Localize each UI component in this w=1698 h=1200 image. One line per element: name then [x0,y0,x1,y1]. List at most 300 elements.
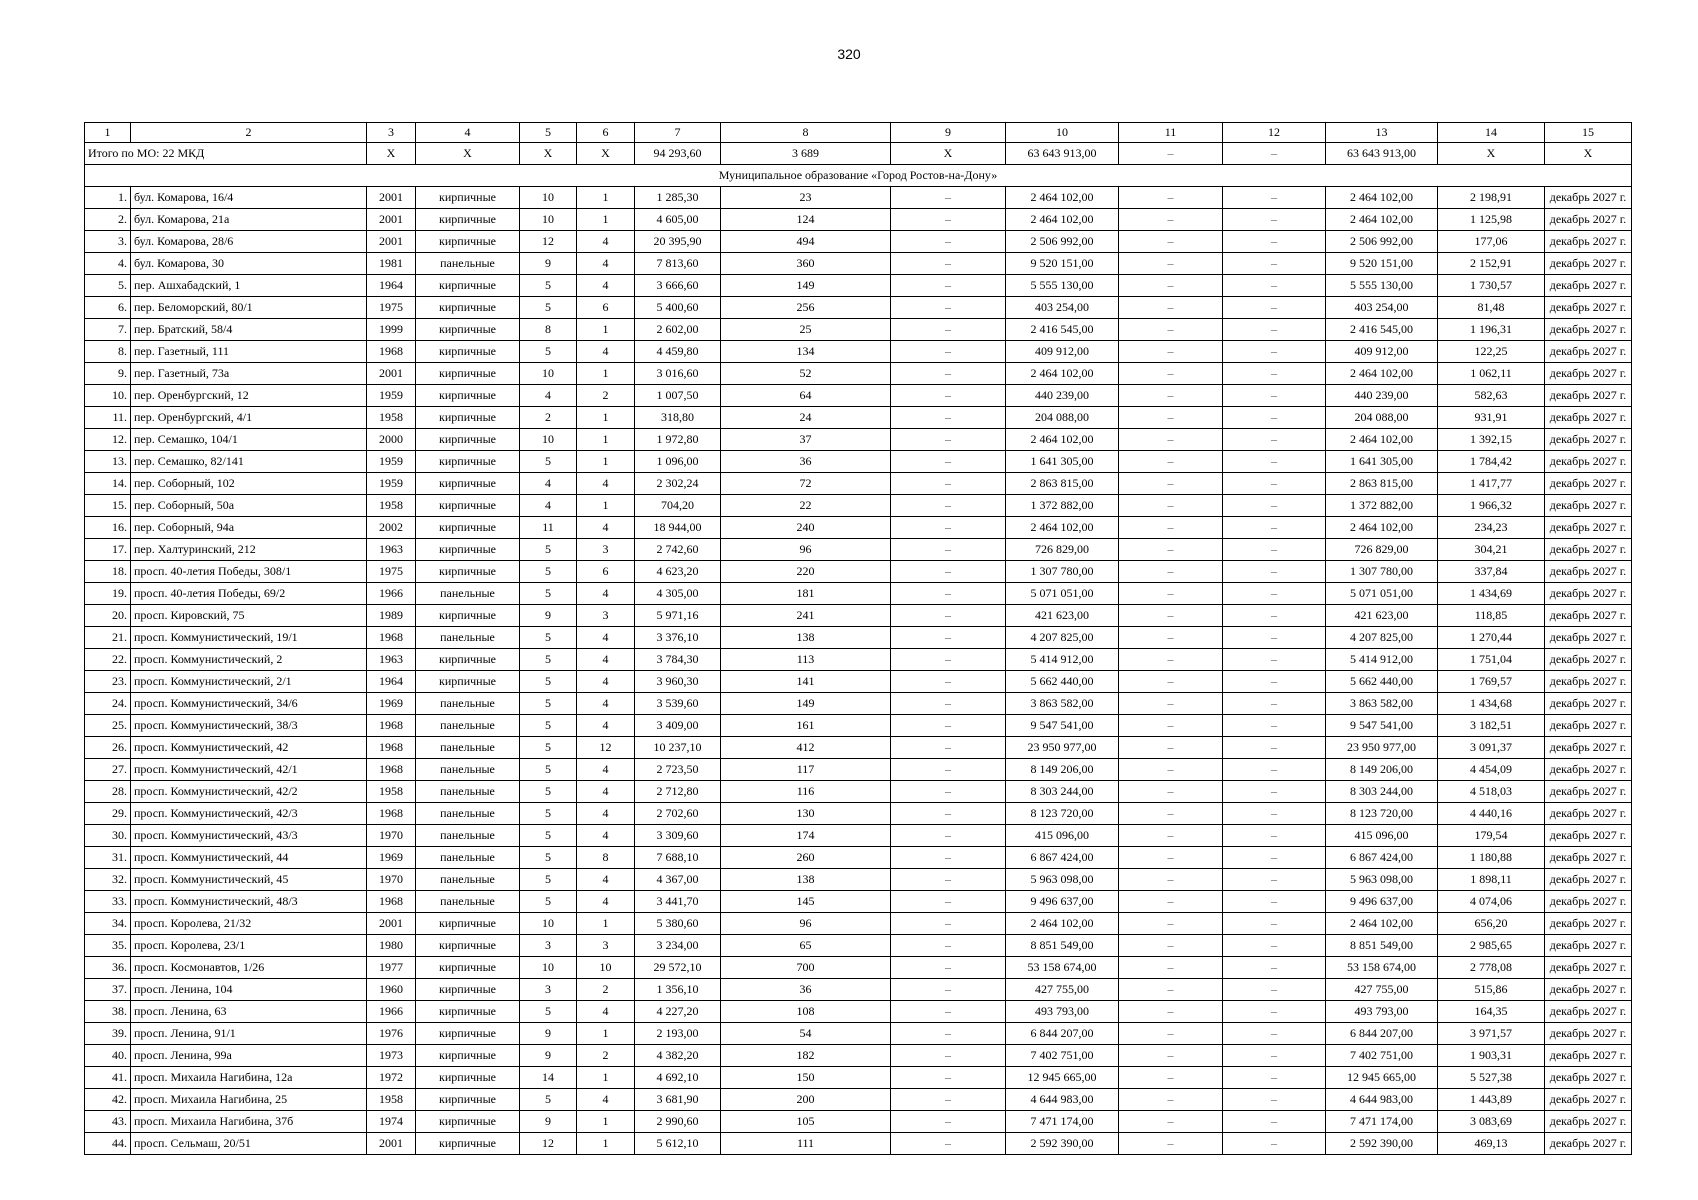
row-number-cell: 35. [85,935,131,957]
row-number-cell: 40. [85,1045,131,1067]
specific-cost-cell: 2 198,91 [1438,187,1545,209]
wall-material-cell: панельные [416,825,520,847]
wall-material-cell: кирпичные [416,935,520,957]
cost-sum-cell: 6 867 424,00 [1326,847,1438,869]
build-year-cell: 1968 [367,891,416,913]
cost-sum-cell: 5 071 051,00 [1326,583,1438,605]
build-year-cell: 1969 [367,693,416,715]
specific-cost-cell: 304,21 [1438,539,1545,561]
col-12-cell: – [1223,1089,1326,1111]
table-row [85,583,1632,605]
build-year-cell: 2001 [367,913,416,935]
col-12-cell: – [1223,869,1326,891]
floors-cell: 5 [520,341,577,363]
col-9-cell: – [891,539,1006,561]
total-cell: Х [577,143,635,165]
wall-material-cell: кирпичные [416,1001,520,1023]
specific-cost-cell: 931,91 [1438,407,1545,429]
build-year-cell: 1966 [367,583,416,605]
total-cost-cell: 5 555 130,00 [1006,275,1119,297]
residents-cell: 149 [721,275,891,297]
area-cell: 4 692,10 [635,1067,721,1089]
residents-cell: 64 [721,385,891,407]
address-cell: просп. Коммунистический, 38/3 [131,715,367,737]
address-cell: пер. Соборный, 102 [131,473,367,495]
row-number-cell: 24. [85,693,131,715]
wall-material-cell: кирпичные [416,1067,520,1089]
total-cost-cell: 726 829,00 [1006,539,1119,561]
address-cell: пер. Оренбургский, 12 [131,385,367,407]
wall-material-cell: панельные [416,627,520,649]
row-number-cell: 37. [85,979,131,1001]
address-cell: просп. Коммунистический, 43/3 [131,825,367,847]
entrances-cell: 8 [577,847,635,869]
residents-cell: 22 [721,495,891,517]
specific-cost-cell: 582,63 [1438,385,1545,407]
col-11-cell: – [1119,231,1223,253]
col-12-cell: – [1223,1023,1326,1045]
cost-sum-cell: 7 402 751,00 [1326,1045,1438,1067]
address-cell: просп. Кировский, 75 [131,605,367,627]
address-cell: просп. Коммунистический, 42/1 [131,759,367,781]
col-11-cell: – [1119,1001,1223,1023]
area-cell: 3 441,70 [635,891,721,913]
cost-sum-cell: 4 644 983,00 [1326,1089,1438,1111]
area-cell: 318,80 [635,407,721,429]
residents-cell: 174 [721,825,891,847]
address-cell: просп. Коммунистический, 2/1 [131,671,367,693]
entrances-cell: 4 [577,473,635,495]
total-cost-cell: 5 414 912,00 [1006,649,1119,671]
col-9-cell: – [891,671,1006,693]
deadline-cell: декабрь 2027 г. [1545,429,1632,451]
cost-sum-cell: 1 307 780,00 [1326,561,1438,583]
build-year-cell: 1968 [367,759,416,781]
address-cell: бул. Комарова, 21а [131,209,367,231]
floors-cell: 5 [520,275,577,297]
build-year-cell: 1968 [367,737,416,759]
cost-sum-cell: 440 239,00 [1326,385,1438,407]
total-cost-cell: 4 207 825,00 [1006,627,1119,649]
row-number-cell: 36. [85,957,131,979]
area-cell: 3 409,00 [635,715,721,737]
total-cost-cell: 2 506 992,00 [1006,231,1119,253]
col-12-cell: – [1223,671,1326,693]
residents-cell: 150 [721,1067,891,1089]
table-row [85,1133,1632,1155]
col-9-cell: – [891,297,1006,319]
table-row [85,517,1632,539]
total-cost-cell: 2 464 102,00 [1006,913,1119,935]
residents-cell: 412 [721,737,891,759]
row-number-cell: 16. [85,517,131,539]
wall-material-cell: кирпичные [416,407,520,429]
col-9-cell: – [891,605,1006,627]
address-cell: просп. Михаила Нагибина, 37б [131,1111,367,1133]
cost-sum-cell: 4 207 825,00 [1326,627,1438,649]
address-cell: пер. Семашко, 82/141 [131,451,367,473]
area-cell: 7 688,10 [635,847,721,869]
col-9-cell: – [891,385,1006,407]
col-11-cell: – [1119,253,1223,275]
total-cost-cell: 6 844 207,00 [1006,1023,1119,1045]
specific-cost-cell: 4 518,03 [1438,781,1545,803]
build-year-cell: 1958 [367,781,416,803]
col-9-cell: – [891,495,1006,517]
build-year-cell: 1972 [367,1067,416,1089]
deadline-cell: декабрь 2027 г. [1545,715,1632,737]
specific-cost-cell: 1 062,11 [1438,363,1545,385]
wall-material-cell: кирпичные [416,495,520,517]
row-number-cell: 26. [85,737,131,759]
residents-cell: 116 [721,781,891,803]
col-9-cell: – [891,627,1006,649]
floors-cell: 5 [520,561,577,583]
residents-cell: 37 [721,429,891,451]
total-cost-cell: 1 307 780,00 [1006,561,1119,583]
col-9-cell: – [891,935,1006,957]
deadline-cell: декабрь 2027 г. [1545,1023,1632,1045]
area-cell: 704,20 [635,495,721,517]
specific-cost-cell: 234,23 [1438,517,1545,539]
entrances-cell: 4 [577,891,635,913]
entrances-cell: 4 [577,1089,635,1111]
wall-material-cell: панельные [416,715,520,737]
build-year-cell: 1959 [367,451,416,473]
cost-sum-cell: 6 844 207,00 [1326,1023,1438,1045]
col-12-cell: – [1223,759,1326,781]
residents-cell: 181 [721,583,891,605]
col-9-cell: – [891,275,1006,297]
cost-sum-cell: 5 414 912,00 [1326,649,1438,671]
specific-cost-cell: 1 392,15 [1438,429,1545,451]
build-year-cell: 1966 [367,1001,416,1023]
total-cost-sum: 63 643 913,00 [1326,143,1438,165]
specific-cost-cell: 1 966,32 [1438,495,1545,517]
col-9-cell: – [891,825,1006,847]
table-row [85,275,1632,297]
address-cell: просп. Ленина, 99а [131,1045,367,1067]
column-number: 9 [891,123,1006,143]
deadline-cell: декабрь 2027 г. [1545,495,1632,517]
col-9-cell: – [891,781,1006,803]
col-11-cell: – [1119,891,1223,913]
deadline-cell: декабрь 2027 г. [1545,561,1632,583]
floors-cell: 10 [520,429,577,451]
col-12-cell: – [1223,1045,1326,1067]
col-12-cell: – [1223,473,1326,495]
table-row [85,253,1632,275]
total-cost-cell: 7 402 751,00 [1006,1045,1119,1067]
col-11-cell: – [1119,319,1223,341]
entrances-cell: 4 [577,275,635,297]
col-11-cell: – [1119,715,1223,737]
floors-cell: 5 [520,869,577,891]
address-cell: просп. Михаила Нагибина, 25 [131,1089,367,1111]
deadline-cell: декабрь 2027 г. [1545,209,1632,231]
col-11-cell: – [1119,1045,1223,1067]
row-number-cell: 20. [85,605,131,627]
deadline-cell: декабрь 2027 г. [1545,1067,1632,1089]
cost-sum-cell: 2 464 102,00 [1326,363,1438,385]
deadline-cell: декабрь 2027 г. [1545,913,1632,935]
build-year-cell: 1958 [367,495,416,517]
entrances-cell: 1 [577,1133,635,1155]
floors-cell: 12 [520,1133,577,1155]
row-number-cell: 42. [85,1089,131,1111]
residents-cell: 105 [721,1111,891,1133]
area-cell: 2 602,00 [635,319,721,341]
address-cell: просп. Михаила Нагибина, 12а [131,1067,367,1089]
build-year-cell: 1964 [367,275,416,297]
area-cell: 5 971,16 [635,605,721,627]
col-11-cell: – [1119,693,1223,715]
column-number: 3 [367,123,416,143]
residents-cell: 113 [721,649,891,671]
col-9-cell: – [891,847,1006,869]
specific-cost-cell: 177,06 [1438,231,1545,253]
entrances-cell: 1 [577,209,635,231]
address-cell: просп. 40-летия Победы, 308/1 [131,561,367,583]
residents-cell: 54 [721,1023,891,1045]
col-9-cell: – [891,649,1006,671]
col-9-cell: – [891,473,1006,495]
col-9-cell: – [891,187,1006,209]
build-year-cell: 1989 [367,605,416,627]
residents-cell: 700 [721,957,891,979]
cost-sum-cell: 2 592 390,00 [1326,1133,1438,1155]
entrances-cell: 4 [577,1001,635,1023]
floors-cell: 10 [520,187,577,209]
floors-cell: 5 [520,693,577,715]
col-11-cell: – [1119,1067,1223,1089]
area-cell: 5 380,60 [635,913,721,935]
col-9-cell: – [891,407,1006,429]
col-9-cell: – [891,869,1006,891]
total-cost-cell: 8 149 206,00 [1006,759,1119,781]
specific-cost-cell: 1 417,77 [1438,473,1545,495]
total-cost-cell: 5 963 098,00 [1006,869,1119,891]
wall-material-cell: панельные [416,891,520,913]
entrances-cell: 2 [577,385,635,407]
col-12-cell: – [1223,891,1326,913]
wall-material-cell: кирпичные [416,957,520,979]
cost-sum-cell: 9 520 151,00 [1326,253,1438,275]
row-number-cell: 34. [85,913,131,935]
row-number-cell: 2. [85,209,131,231]
build-year-cell: 2001 [367,209,416,231]
cost-sum-cell: 3 863 582,00 [1326,693,1438,715]
col-11-cell: – [1119,737,1223,759]
col-12-cell: – [1223,495,1326,517]
col-11-cell: – [1119,1089,1223,1111]
area-cell: 5 612,10 [635,1133,721,1155]
specific-cost-cell: 1 434,68 [1438,693,1545,715]
col-12-cell: – [1223,605,1326,627]
column-number: 1 [85,123,131,143]
table-row [85,495,1632,517]
entrances-cell: 4 [577,649,635,671]
row-number-cell: 28. [85,781,131,803]
specific-cost-cell: 3 182,51 [1438,715,1545,737]
col-9-cell: – [891,363,1006,385]
col-9-cell: – [891,561,1006,583]
col-9-cell: – [891,957,1006,979]
total-cost-cell: 2 416 545,00 [1006,319,1119,341]
residents-cell: 36 [721,979,891,1001]
specific-cost-cell: 3 091,37 [1438,737,1545,759]
entrances-cell: 4 [577,825,635,847]
col-12-cell: – [1223,253,1326,275]
cost-sum-cell: 403 254,00 [1326,297,1438,319]
cost-sum-cell: 8 149 206,00 [1326,759,1438,781]
area-cell: 1 007,50 [635,385,721,407]
floors-cell: 9 [520,253,577,275]
specific-cost-cell: 1 443,89 [1438,1089,1545,1111]
entrances-cell: 1 [577,1023,635,1045]
row-number-cell: 19. [85,583,131,605]
deadline-cell: декабрь 2027 г. [1545,935,1632,957]
area-cell: 4 227,20 [635,1001,721,1023]
deadline-cell: декабрь 2027 г. [1545,407,1632,429]
specific-cost-cell: 179,54 [1438,825,1545,847]
address-cell: пер. Газетный, 111 [131,341,367,363]
total-cost: 63 643 913,00 [1006,143,1119,165]
cost-sum-cell: 2 464 102,00 [1326,209,1438,231]
col-11-cell: – [1119,209,1223,231]
column-number: 4 [416,123,520,143]
specific-cost-cell: 5 527,38 [1438,1067,1545,1089]
entrances-cell: 1 [577,495,635,517]
build-year-cell: 1963 [367,539,416,561]
table-row [85,561,1632,583]
specific-cost-cell: 337,84 [1438,561,1545,583]
table-row [85,605,1632,627]
wall-material-cell: кирпичные [416,473,520,495]
table-row [85,671,1632,693]
area-cell: 1 285,30 [635,187,721,209]
col-11-cell: – [1119,759,1223,781]
address-cell: просп. Ленина, 104 [131,979,367,1001]
specific-cost-cell: 4 440,16 [1438,803,1545,825]
col-12-cell: – [1223,407,1326,429]
row-number-cell: 3. [85,231,131,253]
floors-cell: 5 [520,649,577,671]
entrances-cell: 1 [577,187,635,209]
residents-cell: 65 [721,935,891,957]
entrances-cell: 4 [577,693,635,715]
specific-cost-cell: 4 074,06 [1438,891,1545,913]
total-cost-cell: 409 912,00 [1006,341,1119,363]
cost-sum-cell: 204 088,00 [1326,407,1438,429]
col-9-cell: – [891,803,1006,825]
cost-sum-cell: 415 096,00 [1326,825,1438,847]
col-9-cell: – [891,253,1006,275]
wall-material-cell: кирпичные [416,539,520,561]
floors-cell: 5 [520,781,577,803]
specific-cost-cell: 1 196,31 [1438,319,1545,341]
total-cost-cell: 9 547 541,00 [1006,715,1119,737]
entrances-cell: 4 [577,715,635,737]
mkd-table [84,122,1632,1155]
residents-cell: 134 [721,341,891,363]
col-12-cell: – [1223,275,1326,297]
col-11-cell: – [1119,825,1223,847]
total-cost-cell: 9 496 637,00 [1006,891,1119,913]
total-cost-cell: 2 464 102,00 [1006,517,1119,539]
wall-material-cell: кирпичные [416,561,520,583]
area-cell: 2 723,50 [635,759,721,781]
deadline-cell: декабрь 2027 г. [1545,781,1632,803]
table-row [85,869,1632,891]
wall-material-cell: кирпичные [416,1111,520,1133]
wall-material-cell: кирпичные [416,187,520,209]
floors-cell: 2 [520,407,577,429]
specific-cost-cell: 1 769,57 [1438,671,1545,693]
floors-cell: 5 [520,737,577,759]
specific-cost-cell: 1 751,04 [1438,649,1545,671]
row-number-cell: 5. [85,275,131,297]
col-9-cell: – [891,759,1006,781]
address-cell: просп. Коммунистический, 19/1 [131,627,367,649]
total-cost-cell: 5 071 051,00 [1006,583,1119,605]
build-year-cell: 1968 [367,715,416,737]
page-number: 320 [837,46,861,62]
column-number: 14 [1438,123,1545,143]
total-cost-cell: 2 464 102,00 [1006,209,1119,231]
floors-cell: 4 [520,473,577,495]
column-number-row [85,123,1632,143]
col-12-cell: – [1223,451,1326,473]
residents-cell: 145 [721,891,891,913]
area-cell: 3 960,30 [635,671,721,693]
col-9-cell: – [891,231,1006,253]
col-11-cell: – [1119,869,1223,891]
area-cell: 4 382,20 [635,1045,721,1067]
entrances-cell: 4 [577,583,635,605]
specific-cost-cell: 81,48 [1438,297,1545,319]
build-year-cell: 1977 [367,957,416,979]
area-cell: 2 712,80 [635,781,721,803]
col-12-cell: – [1223,187,1326,209]
build-year-cell: 1970 [367,825,416,847]
total-cost-cell: 6 867 424,00 [1006,847,1119,869]
entrances-cell: 1 [577,451,635,473]
total-cost-cell: 4 644 983,00 [1006,1089,1119,1111]
build-year-cell: 1959 [367,473,416,495]
build-year-cell: 1976 [367,1023,416,1045]
deadline-cell: декабрь 2027 г. [1545,803,1632,825]
build-year-cell: 1969 [367,847,416,869]
table-row [85,847,1632,869]
wall-material-cell: панельные [416,759,520,781]
residents-cell: 138 [721,869,891,891]
col-11-cell: – [1119,517,1223,539]
entrances-cell: 4 [577,517,635,539]
col-12-cell: – [1223,385,1326,407]
deadline-cell: декабрь 2027 г. [1545,649,1632,671]
specific-cost-cell: 2 985,65 [1438,935,1545,957]
address-cell: просп. Космонавтов, 1/26 [131,957,367,979]
col-12-cell: – [1223,583,1326,605]
row-number-cell: 23. [85,671,131,693]
deadline-cell: декабрь 2027 г. [1545,539,1632,561]
residents-cell: 149 [721,693,891,715]
residents-cell: 36 [721,451,891,473]
specific-cost-cell: 4 454,09 [1438,759,1545,781]
cost-sum-cell: 8 851 549,00 [1326,935,1438,957]
col-9-cell: – [891,737,1006,759]
